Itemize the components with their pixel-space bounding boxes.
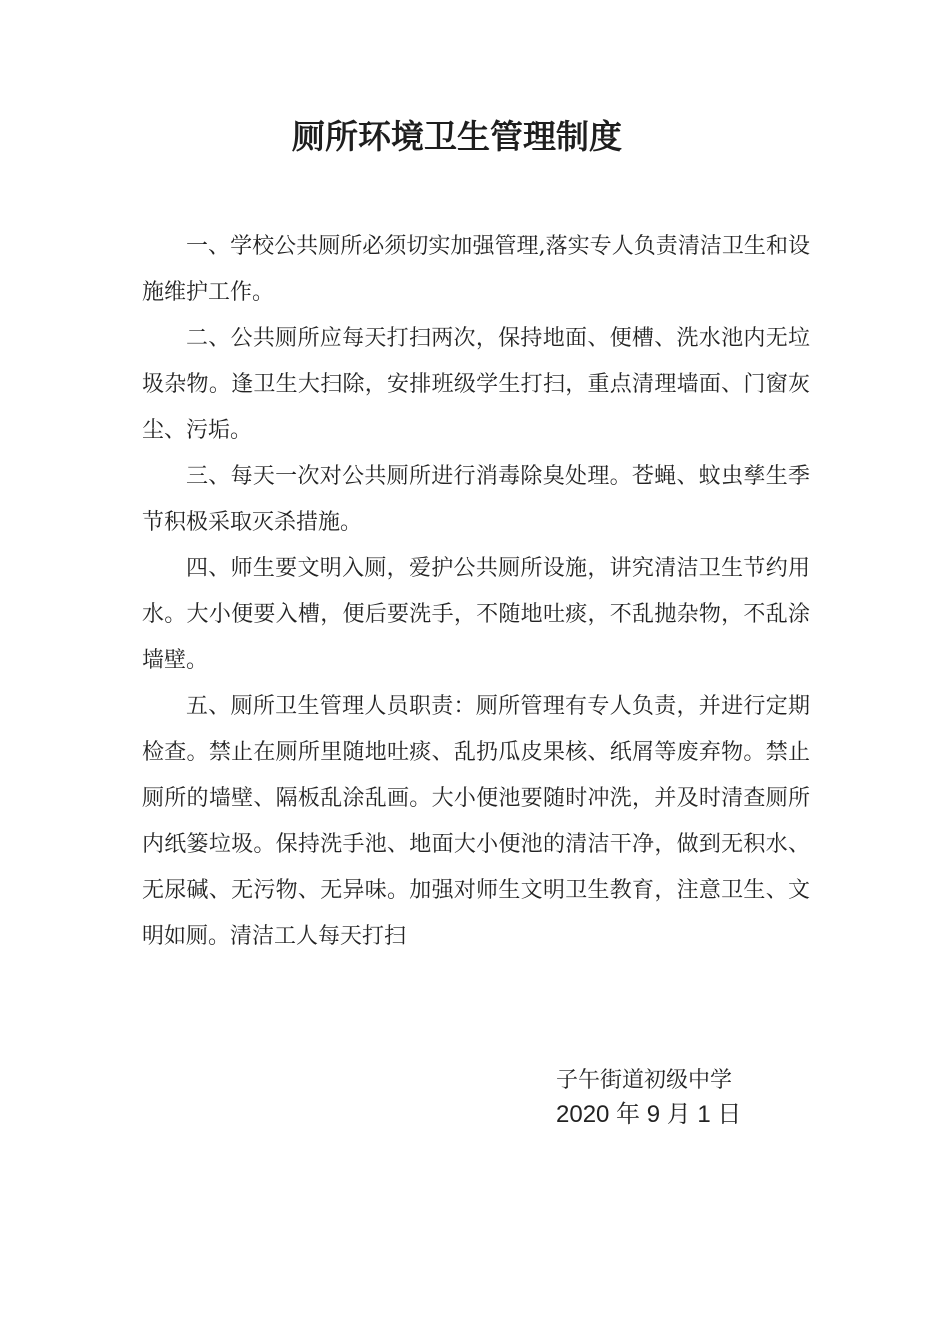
signature-date: 2020 年 9 月 1 日 [556, 1101, 742, 1128]
document-title: 厕所环境卫生管理制度 [292, 117, 622, 156]
signature-block [556, 1064, 856, 1132]
document-body [142, 224, 810, 960]
paragraph-3: 三、每天一次对公共厕所进行消毒除臭处理。苍蝇、蚊虫孳生季节积极采取灭杀措施。 [142, 464, 810, 535]
signature-organization: 子午街道初级中学 [556, 1068, 733, 1093]
paragraph-5: 五、厕所卫生管理人员职责：厕所管理有专人负责，并进行定期检查。禁止在厕所里随地吐痰、乱扔瓜皮果核、纸屑等废弃物。禁止厕所的墙壁、隔板乱涂乱画。大小便池要随时冲洗，并及时清查厕所内纸篓垃圾。保持洗手池、地面大小便池的清洁干净，做到无积水、无尿碱、无污物、无异味。加强对师生文明卫生教育，注意卫生、文明如厕。清洁工人每天打扫 [142, 694, 810, 949]
paragraph-4: 四、师生要文明入厕，爱护公共厕所设施，讲究清洁卫生节约用水。大小便要入槽，便后要洗手，不随地吐痰，不乱抛杂物，不乱涂墙壁。 [142, 556, 810, 673]
paragraph-2: 二、公共厕所应每天打扫两次，保持地面、便槽、洗水池内无垃圾杂物。逢卫生大扫除，安排班级学生打扫，重点清理墙面、门窗灰尘、污垢。 [142, 326, 810, 443]
paragraph-1: 一、学校公共厕所必须切实加强管理,落实专人负责清洁卫生和设施维护工作。 [142, 234, 810, 305]
